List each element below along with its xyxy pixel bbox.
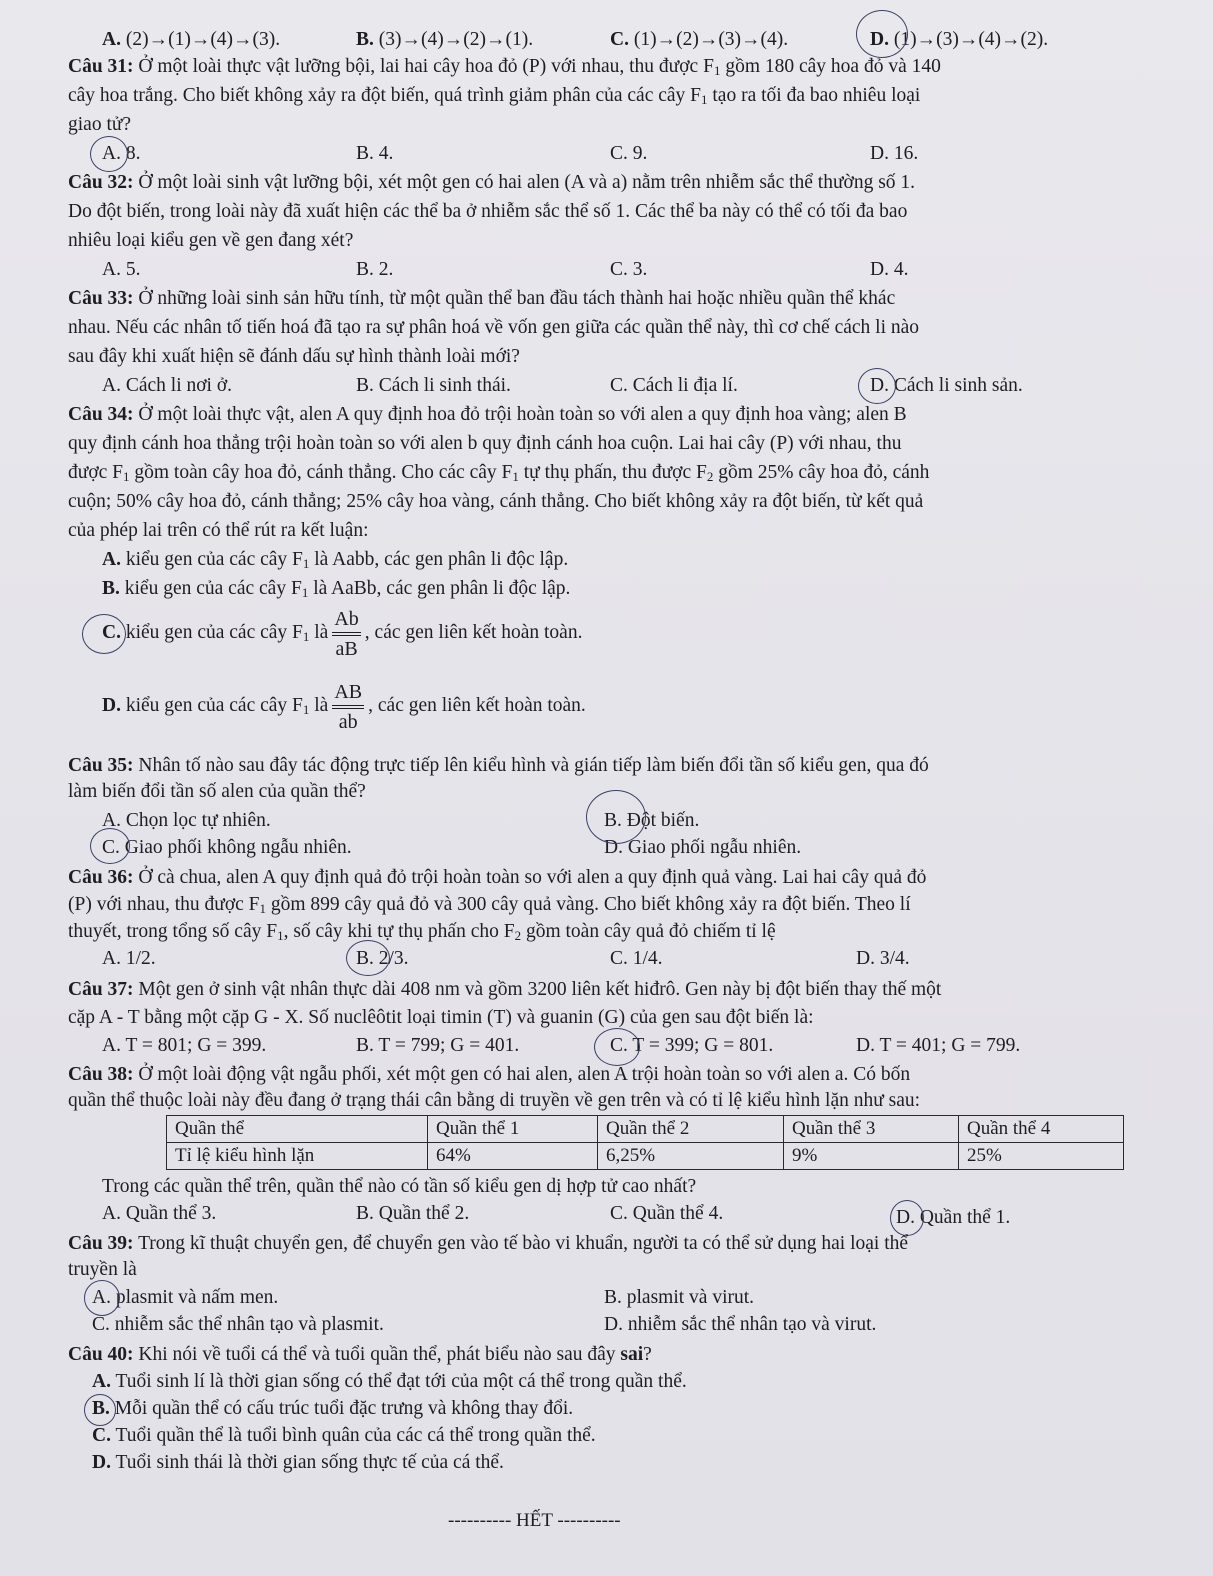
table-cell: Quần thể 3	[784, 1116, 959, 1143]
q32-line-3: nhiêu loại kiểu gen về gen đang xét?	[68, 230, 354, 251]
q37-option-b: B. T = 799; G = 401.	[356, 1035, 520, 1056]
q34-option-d: D. kiểu gen của các cây $F_1$ là $\frac{AB}{ab}$ , các gen liên kết hoàn toàn.	[102, 680, 586, 733]
q31-option-c: C. 9.	[610, 143, 648, 164]
q32-option-c: C. 3.	[610, 259, 648, 280]
table-cell: Quần thể 2	[598, 1116, 784, 1143]
answer-circle-mark	[90, 828, 130, 864]
option-a: A. (2)→(1)→(4)→(3).	[102, 29, 281, 50]
q39-option-b: B. plasmit và virut.	[604, 1287, 755, 1308]
q40-option-a: A. Tuổi sinh lí là thời gian sống có thể đạt tới của một cá thể trong quần thể.	[92, 1371, 687, 1392]
q40-line-1: Câu 40: Khi nói về tuổi cá thể và tuổi quần thể, phát biểu nào sau đây sai?	[68, 1344, 652, 1365]
q31-line-1: Câu 31: Ở một loài thực vật lưỡng bội, lai hai cây hoa đỏ (P) với nhau, thu được $F_1$ gồm 180 cây hoa đỏ và 140	[68, 56, 941, 78]
answer-circle-mark	[84, 1280, 120, 1316]
genotype-fraction: $\frac{AB}{ab}$	[334, 680, 363, 733]
q35-line-1: Câu 35: Nhân tố nào sau đây tác động trực tiếp lên kiểu hình và gián tiếp làm biến đổi tần số kiểu gen, qua đó	[68, 755, 929, 776]
q33-option-b: B. Cách li sinh thái.	[356, 375, 511, 396]
q35-option-c: C. Giao phối không ngẫu nhiên.	[102, 837, 352, 858]
q36-line-2: (P) với nhau, thu được $F_1$ gồm 899 cây quả đỏ và 300 cây quả vàng. Cho biết không xảy ra đột biến. Theo lí	[68, 894, 911, 916]
q34-line-1: Câu 34: Ở một loài thực vật, alen A quy định hoa đỏ trội hoàn toàn so với alen a quy định hoa vàng; alen B	[68, 404, 907, 425]
q39-option-a: A. plasmit và nấm men.	[92, 1287, 279, 1308]
answer-circle-mark	[90, 136, 128, 172]
q40-option-c: C. Tuổi quần thể là tuổi bình quân của các cá thể trong quần thể.	[92, 1425, 596, 1446]
q34-line-3: được $F_1$ gồm toàn cây hoa đỏ, cánh thẳng. Cho các cây $F_1$ tự thụ phấn, thu được $F_2$ gồm 25% cây hoa đỏ, cánh	[68, 462, 930, 484]
q36-line-3: thuyết, trong tổng số cây $F_1$, số cây khi tự thụ phấn cho $F_2$ gồm toàn cây quả đỏ chiếm tỉ lệ	[68, 921, 776, 943]
q37-line-1: Câu 37: Một gen ở sinh vật nhân thực dài 408 nm và gồm 3200 liên kết hiđrô. Gen này bị đột biến thay thế một	[68, 979, 942, 1000]
option-b: B. (3)→(4)→(2)→(1).	[356, 29, 534, 50]
q36-line-1: Câu 36: Ở cà chua, alen A quy định quả đỏ trội hoàn toàn so với alen a quy định quả vàng. Lai hai cây quả đỏ	[68, 867, 927, 888]
phenotype-table	[166, 1115, 1124, 1170]
table-cell: Tỉ lệ kiểu hình lặn	[167, 1143, 428, 1170]
table-cell: Quần thể 4	[959, 1116, 1124, 1143]
q32-option-a: A. 5.	[102, 259, 141, 280]
q34-option-c: C. kiểu gen của các cây $F_1$ là $\frac{Ab}{aB}$ , các gen liên kết hoàn toàn.	[102, 607, 583, 660]
answer-circle-mark	[858, 368, 896, 404]
q34-line-2: quy định cánh hoa thẳng trội hoàn toàn so với alen b quy định cánh hoa cuộn. Lai hai cây (P) với nhau, thu	[68, 433, 902, 454]
q32-option-b: B. 2.	[356, 259, 394, 280]
q38-option-b: B. Quần thể 2.	[356, 1203, 470, 1224]
q33-line-3: sau đây khi xuất hiện sẽ đánh dấu sự hình thành loài mới?	[68, 346, 520, 367]
genotype-fraction: $\frac{Ab}{aB}$	[334, 607, 359, 660]
q31-option-b: B. 4.	[356, 143, 394, 164]
q33-option-a: A. Cách li nơi ở.	[102, 375, 233, 396]
q39-option-d: D. nhiễm sắc thể nhân tạo và virut.	[604, 1314, 877, 1335]
table-cell: 6,25%	[598, 1143, 784, 1170]
q38-option-c: C. Quần thể 4.	[610, 1203, 724, 1224]
q35-option-b: B. Đột biến.	[604, 810, 700, 831]
q31-option-a: A. 8.	[102, 143, 141, 164]
q36-option-b: B. 2/3.	[356, 948, 409, 969]
option-d: D. (1)→(3)→(4)→(2).	[870, 29, 1049, 50]
q38-line-1: Câu 38: Ở một loài động vật ngẫu phối, xét một gen có hai alen, alen A trội hoàn toàn so với alen a. Có bốn	[68, 1064, 911, 1085]
q31-line-3: giao tử?	[68, 114, 132, 135]
q38-option-a: A. Quần thể 3.	[102, 1203, 217, 1224]
table-row	[167, 1143, 1124, 1170]
table-cell: Quần thể 1	[428, 1116, 598, 1143]
table-header-row	[167, 1116, 1124, 1143]
table-cell: Quần thể	[167, 1116, 428, 1143]
q39-option-c: C. nhiễm sắc thể nhân tạo và plasmit.	[92, 1314, 384, 1335]
q34-option-b: B. kiểu gen của các cây $F_1$ là AaBb, các gen phân li độc lập.	[102, 578, 571, 600]
q31-option-d: D. 16.	[870, 143, 919, 164]
end-marker: ---------- HẾT ----------	[448, 1510, 621, 1531]
q36-option-d: D. 3/4.	[856, 948, 910, 969]
q37-option-d: D. T = 401; G = 799.	[856, 1035, 1021, 1056]
q35-option-d: D. Giao phối ngẫu nhiên.	[604, 837, 802, 858]
answer-circle-mark	[594, 1028, 640, 1066]
q37-option-a: A. T = 801; G = 399.	[102, 1035, 267, 1056]
q38-option-d: D. Quần thể 1.	[896, 1207, 1011, 1228]
q36-option-c: C. 1/4.	[610, 948, 663, 969]
q36-option-a: A. 1/2.	[102, 948, 156, 969]
q39-line-1: Câu 39: Trong kĩ thuật chuyển gen, để chuyển gen vào tế bào vi khuẩn, người ta có thể sử dụng hai loại thể	[68, 1233, 909, 1254]
table-cell: 25%	[959, 1143, 1124, 1170]
q33-option-d: D. Cách li sinh sản.	[870, 375, 1023, 396]
q40-option-d: D. Tuổi sinh thái là thời gian sống thực tế của cá thể.	[92, 1452, 504, 1473]
q40-option-b: B. Mỗi quần thể có cấu trúc tuổi đặc trưng và không thay đổi.	[92, 1398, 574, 1419]
q32-line-2: Do đột biến, trong loài này đã xuất hiện các thể ba ở nhiễm sắc thể số 1. Các thể ba này có thể có tối đa bao	[68, 201, 908, 222]
answer-circle-mark	[346, 940, 390, 976]
q32-line-1: Câu 32: Ở một loài sinh vật lưỡng bội, xét một gen có hai alen (A và a) nằm trên nhiễm sắc thể thường số 1.	[68, 172, 916, 193]
q34-option-a: A. kiểu gen của các cây $F_1$ là Aabb, các gen phân li độc lập.	[102, 549, 569, 571]
q32-option-d: D. 4.	[870, 259, 909, 280]
q33-line-2: nhau. Nếu các nhân tố tiến hoá đã tạo ra sự phân hoá về vốn gen giữa các quần thể này, thì cơ chế cách li nào	[68, 317, 920, 338]
q37-line-2: cặp A - T bằng một cặp G - X. Số nuclêôtit loại timin (T) và guanin (G) của gen sau đột biến là:	[68, 1007, 814, 1028]
q34-line-5: của phép lai trên có thể rút ra kết luận:	[68, 520, 369, 541]
q35-line-2: làm biến đổi tần số alen của quần thể?	[68, 781, 366, 802]
q38-line-3: Trong các quần thể trên, quần thể nào có tần số kiểu gen dị hợp tử cao nhất?	[102, 1176, 697, 1197]
answer-circle-mark	[82, 614, 126, 654]
q34-line-4: cuộn; 50% cây hoa đỏ, cánh thẳng; 25% cây hoa vàng, cánh thẳng. Cho biết không xảy ra đột biến, từ kết quả	[68, 491, 924, 512]
q35-option-a: A. Chọn lọc tự nhiên.	[102, 810, 271, 831]
table-cell: 9%	[784, 1143, 959, 1170]
q38-line-2: quần thể thuộc loài này đều đang ở trạng thái cân bằng di truyền về gen trên và có tỉ lệ kiểu hình lặn như sau:	[68, 1090, 921, 1111]
q33-option-c: C. Cách li địa lí.	[610, 375, 738, 396]
answer-circle-mark	[856, 10, 908, 58]
q39-line-2: truyền là	[68, 1259, 137, 1280]
answer-circle-mark	[84, 1394, 116, 1426]
table-cell: 64%	[428, 1143, 598, 1170]
answer-circle-mark	[890, 1200, 924, 1236]
q31-line-2: cây hoa trắng. Cho biết không xảy ra đột biến, quá trình giảm phân của các cây $F_1$ tạo ra tối đa bao nhiêu loại	[68, 85, 921, 107]
answer-circle-mark	[586, 790, 646, 844]
q33-line-1: Câu 33: Ở những loài sinh sản hữu tính, từ một quần thể ban đầu tách thành hai hoặc nhiều quần thể khác	[68, 288, 896, 309]
q37-option-c: C. T = 399; G = 801.	[610, 1035, 774, 1056]
option-c: C. (1)→(2)→(3)→(4).	[610, 29, 789, 50]
